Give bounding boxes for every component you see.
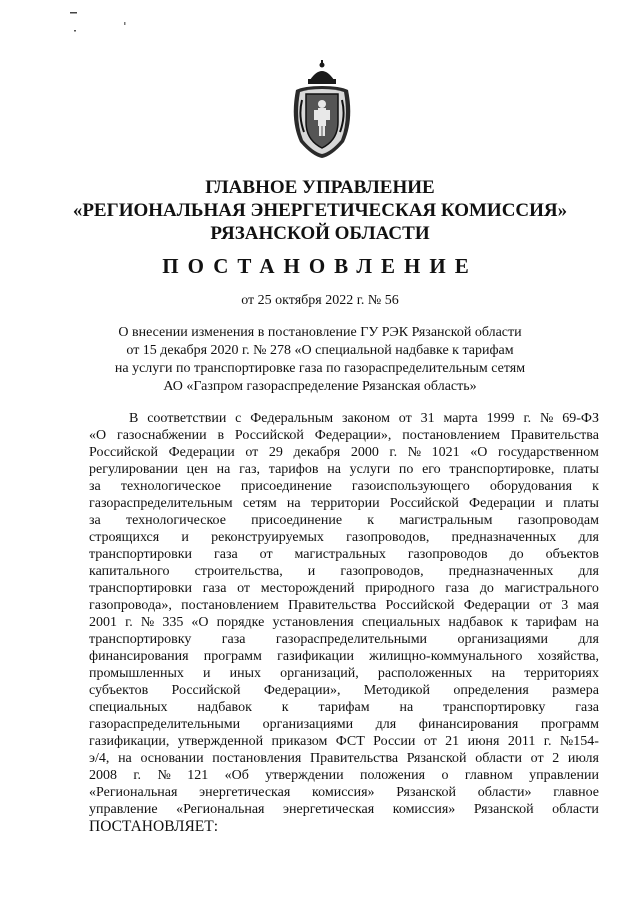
body-word: технологическое <box>125 513 226 528</box>
body-word: 2 <box>552 751 560 766</box>
body-word: газораспределительным <box>89 496 233 511</box>
body-word: газа <box>213 547 238 562</box>
body-word: строящихся <box>89 530 160 545</box>
body-line <box>89 597 599 614</box>
body-word: №154- <box>559 734 599 749</box>
body-word: услуги <box>349 462 391 477</box>
body-word: организаций, <box>280 666 359 681</box>
body-word: 1021 <box>431 445 460 460</box>
body-word: порядке <box>216 615 265 630</box>
body-word: июля <box>567 751 599 766</box>
coat-of-arms-icon <box>286 60 358 160</box>
body-word: главном <box>464 768 513 783</box>
body-word: от <box>259 547 273 562</box>
body-word: оборудования <box>489 479 573 494</box>
body-word: «О <box>191 615 209 630</box>
body-word: утверждении <box>265 768 344 783</box>
body-word: газопроводам <box>517 513 599 528</box>
body-word: Российской <box>389 496 459 511</box>
body-word: магистральным <box>399 513 493 528</box>
body-word: определения <box>453 683 529 698</box>
body-word: финансирования <box>89 649 189 664</box>
org-line-1: ГЛАВНОЕ УПРАВЛЕНИЕ <box>205 177 435 198</box>
body-word: газ, <box>239 462 261 477</box>
body-word: и <box>202 666 211 681</box>
body-line <box>89 512 599 529</box>
body-word: предназначенных <box>451 530 557 545</box>
subject-line: на услуги по транспортировке газа по газораспределительным сетям <box>114 361 526 376</box>
body-word: Российской <box>89 445 158 460</box>
body-line <box>89 410 599 427</box>
body-word: газопровода», <box>89 598 172 613</box>
body-word: в <box>217 428 225 443</box>
body-word: организациями <box>457 632 548 647</box>
body-word: и <box>545 496 553 511</box>
body-word: 2011 <box>507 734 536 749</box>
body-word: организациями <box>262 717 354 732</box>
body-word: жилищно-коммунального <box>369 649 523 664</box>
body-word: на <box>399 700 414 715</box>
body-word: строительства, <box>194 564 283 579</box>
body-word: на <box>491 666 506 681</box>
body-word: за <box>89 479 101 494</box>
body-word: от <box>237 581 251 596</box>
body-word: природного <box>365 581 435 596</box>
subject-line: АО «Газпром газораспределение Рязанская область» <box>163 379 477 394</box>
body-word: № <box>407 445 422 460</box>
body-word: присоединение <box>240 479 332 494</box>
body-word: регулировании <box>89 462 178 477</box>
body-word: 335 <box>162 615 184 630</box>
body-line <box>89 631 599 648</box>
body-word: для <box>375 717 397 732</box>
body-word: приказом <box>271 734 328 749</box>
body-word: газопроводов, <box>346 530 430 545</box>
body-word: области <box>552 802 599 817</box>
body-word: специальных <box>89 700 168 715</box>
body-word: от <box>245 445 259 460</box>
body-word: постановлением <box>402 428 500 443</box>
body-word: г. <box>523 411 532 426</box>
body-word: основании <box>140 751 204 766</box>
body-line <box>89 767 599 784</box>
body-line <box>89 580 599 597</box>
body-word: г. <box>125 615 133 630</box>
body-word: газораспределительными <box>275 632 428 647</box>
body-word: установления <box>272 615 354 630</box>
body-word: для <box>578 530 599 545</box>
date-and-number: от 25 октября 2022 г. № 56 <box>241 293 399 308</box>
document-type-title: ПОСТАНОВЛЕНИЕ <box>162 254 478 278</box>
body-word: Правительства <box>510 428 599 443</box>
body-word: э/4, <box>89 751 110 766</box>
body-word: размера <box>552 683 599 698</box>
body-word: мая <box>577 598 599 613</box>
body-line <box>89 801 599 818</box>
body-line <box>89 444 599 461</box>
subject-line: О внесении изменения в постановление ГУ РЭК Рязанской области <box>118 325 522 340</box>
body-line <box>89 784 599 801</box>
body-word: реконструируемых <box>211 530 324 545</box>
body-word: 2001 <box>89 615 117 630</box>
issuing-authority <box>0 176 640 245</box>
body-word: по <box>398 462 414 477</box>
body-word: № <box>140 615 155 630</box>
body-word: В <box>129 411 139 426</box>
body-word: ФСТ <box>335 734 365 749</box>
body-word: 1999 <box>486 411 515 426</box>
body-line <box>89 733 599 750</box>
body-word: Федеральным <box>250 411 334 426</box>
body-line <box>89 818 599 836</box>
body-word: утвержденной <box>177 734 264 749</box>
body-word: энергетическая <box>199 785 291 800</box>
body-word: декабря <box>293 445 341 460</box>
body-word: надбавок <box>197 700 252 715</box>
scan-specks <box>60 8 140 48</box>
body-word: положения <box>359 768 426 783</box>
body-word: на <box>585 615 599 630</box>
body-word: газа <box>575 700 599 715</box>
document-subject <box>0 324 640 396</box>
body-word: транспортировки <box>89 547 193 562</box>
body-word: газа <box>445 581 470 596</box>
body-word: объектов <box>545 547 599 562</box>
body-word: постановлением <box>181 598 279 613</box>
body-word: Федерации», <box>314 428 392 443</box>
body-word: его <box>422 462 441 477</box>
body-word: г. <box>389 445 398 460</box>
body-word: «Региональная <box>89 785 178 800</box>
body-word: тарифов <box>268 462 319 477</box>
body-line <box>89 716 599 733</box>
body-word: 29 <box>268 445 283 460</box>
body-word: государственном <box>498 445 599 460</box>
body-word: надбавок <box>448 615 503 630</box>
body-word: комиссия» <box>312 785 375 800</box>
body-word: расположенных <box>377 666 473 681</box>
body-word: для <box>578 564 599 579</box>
body-paragraph <box>89 410 599 836</box>
body-word: программ <box>540 717 599 732</box>
body-word: Российской <box>234 428 304 443</box>
body-word: и <box>181 530 189 545</box>
body-word: на <box>216 462 231 477</box>
body-word: г. <box>543 734 552 749</box>
body-word: платы <box>563 496 599 511</box>
body-word: главное <box>553 785 599 800</box>
body-line <box>89 699 599 716</box>
body-word: № <box>540 411 554 426</box>
body-word: газификации, <box>89 734 170 749</box>
body-word: управлении <box>529 768 599 783</box>
body-word: 3 <box>561 598 569 613</box>
body-word: законом <box>342 411 390 426</box>
body-line <box>89 461 599 478</box>
body-word: до <box>509 547 524 562</box>
body-word: цен <box>186 462 208 477</box>
org-line-2: «РЕГИОНАЛЬНАЯ ЭНЕРГЕТИЧЕСКАЯ КОМИССИЯ» <box>72 200 568 221</box>
body-word: транспортировки <box>89 581 193 596</box>
body-word: присоединение <box>251 513 343 528</box>
body-word: Методикой <box>363 683 431 698</box>
body-word: «Региональная <box>176 802 265 817</box>
body-line <box>89 427 599 444</box>
body-word: Федерации», <box>263 683 341 698</box>
body-line <box>89 665 599 682</box>
body-word: от <box>539 598 553 613</box>
body-word: для <box>578 632 599 647</box>
body-word: «О <box>470 445 488 460</box>
body-word: до <box>479 581 494 596</box>
body-word: от <box>423 734 437 749</box>
body-line <box>89 682 599 699</box>
body-line <box>89 546 599 563</box>
body-word: территории <box>310 496 380 511</box>
body-word: 121 <box>187 768 209 783</box>
body-word: тарифам <box>318 700 370 715</box>
body-word: соответствии <box>147 411 227 426</box>
body-word: Рязанской <box>396 785 457 800</box>
body-word: месторождений <box>260 581 355 596</box>
body-word: 69-ФЗ <box>562 411 599 426</box>
body-word: газоиспользующего <box>351 479 470 494</box>
body-word: марта <box>443 411 478 426</box>
body-word: России <box>373 734 416 749</box>
body-word: № <box>157 768 171 783</box>
body-word: Российской <box>385 598 455 613</box>
body-word: постановления <box>212 751 302 766</box>
body-word: г. <box>133 768 142 783</box>
body-word: от <box>530 751 544 766</box>
body-word: июня <box>467 734 500 749</box>
subject-line: от 15 декабря 2020 г. № 278 «О специальной надбавке к тарифам <box>126 343 514 358</box>
body-word: капитального <box>89 564 170 579</box>
body-word: транспортировке, <box>449 462 555 477</box>
body-word: магистрального <box>504 581 599 596</box>
body-word: газификации <box>277 649 354 664</box>
body-word: Федерации <box>469 496 536 511</box>
body-word: 2008 <box>89 768 117 783</box>
body-line <box>89 750 599 767</box>
body-line <box>89 648 599 665</box>
body-word: на <box>118 751 132 766</box>
body-word: специальных <box>361 615 441 630</box>
body-word: промышленных <box>89 666 184 681</box>
body-word: к <box>592 479 599 494</box>
body-word: Правительства <box>288 598 377 613</box>
body-word: Российской <box>171 683 241 698</box>
body-word: иных <box>229 666 261 681</box>
body-word: комиссия» <box>392 802 456 817</box>
body-line <box>89 495 599 512</box>
body-word: газа <box>202 581 227 596</box>
body-word: с <box>235 411 242 426</box>
body-word: транспортировку <box>443 700 546 715</box>
body-word: «Об <box>224 768 249 783</box>
body-word: газа <box>221 632 246 647</box>
body-word: 2000 <box>350 445 379 460</box>
body-word: Федерации <box>463 598 530 613</box>
body-word: за <box>89 513 101 528</box>
body-word: Федерации <box>168 445 235 460</box>
body-word: от <box>398 411 412 426</box>
body-word: области» <box>477 785 532 800</box>
body-word: газопроводов <box>407 547 488 562</box>
body-line <box>89 478 599 495</box>
body-word: 31 <box>420 411 435 426</box>
body-word: территориях <box>524 666 599 681</box>
body-word: к <box>511 615 518 630</box>
body-word: финансирования <box>418 717 519 732</box>
body-word: на <box>327 462 341 477</box>
body-word: ПОСТАНОВЛЯЕТ: <box>89 818 219 835</box>
body-word: и <box>307 564 316 579</box>
body-word: Правительства <box>310 751 399 766</box>
body-word: магистральных <box>294 547 386 562</box>
body-word: энергетическая <box>283 802 375 817</box>
body-word: управление <box>89 802 158 817</box>
body-word: к <box>281 700 289 715</box>
body-word: газоснабжении <box>116 428 207 443</box>
body-line <box>89 529 599 546</box>
body-word: платы <box>563 462 599 477</box>
body-word: субъектов <box>89 683 149 698</box>
body-word: предназначенных <box>448 564 554 579</box>
org-line-3: РЯЗАНСКОЙ ОБЛАСТИ <box>210 223 430 244</box>
body-word: о <box>441 768 449 783</box>
body-word: хозяйства, <box>537 649 599 664</box>
body-word: технологическое <box>120 479 221 494</box>
body-word: Рязанской <box>473 802 534 817</box>
body-word: газораспределительными <box>89 717 241 732</box>
body-word: «О <box>89 428 107 443</box>
body-word: на <box>286 496 301 511</box>
body-word: транспортировку <box>89 632 192 647</box>
body-word: к <box>367 513 375 528</box>
body-word: газопроводов, <box>340 564 424 579</box>
body-word: Рязанской <box>406 751 467 766</box>
body-word: области <box>475 751 522 766</box>
body-word: 21 <box>445 734 460 749</box>
body-word: программ <box>203 649 262 664</box>
body-line <box>89 563 599 580</box>
body-word: тарифам <box>525 615 578 630</box>
body-line <box>89 614 599 631</box>
body-word: сетям <box>242 496 277 511</box>
